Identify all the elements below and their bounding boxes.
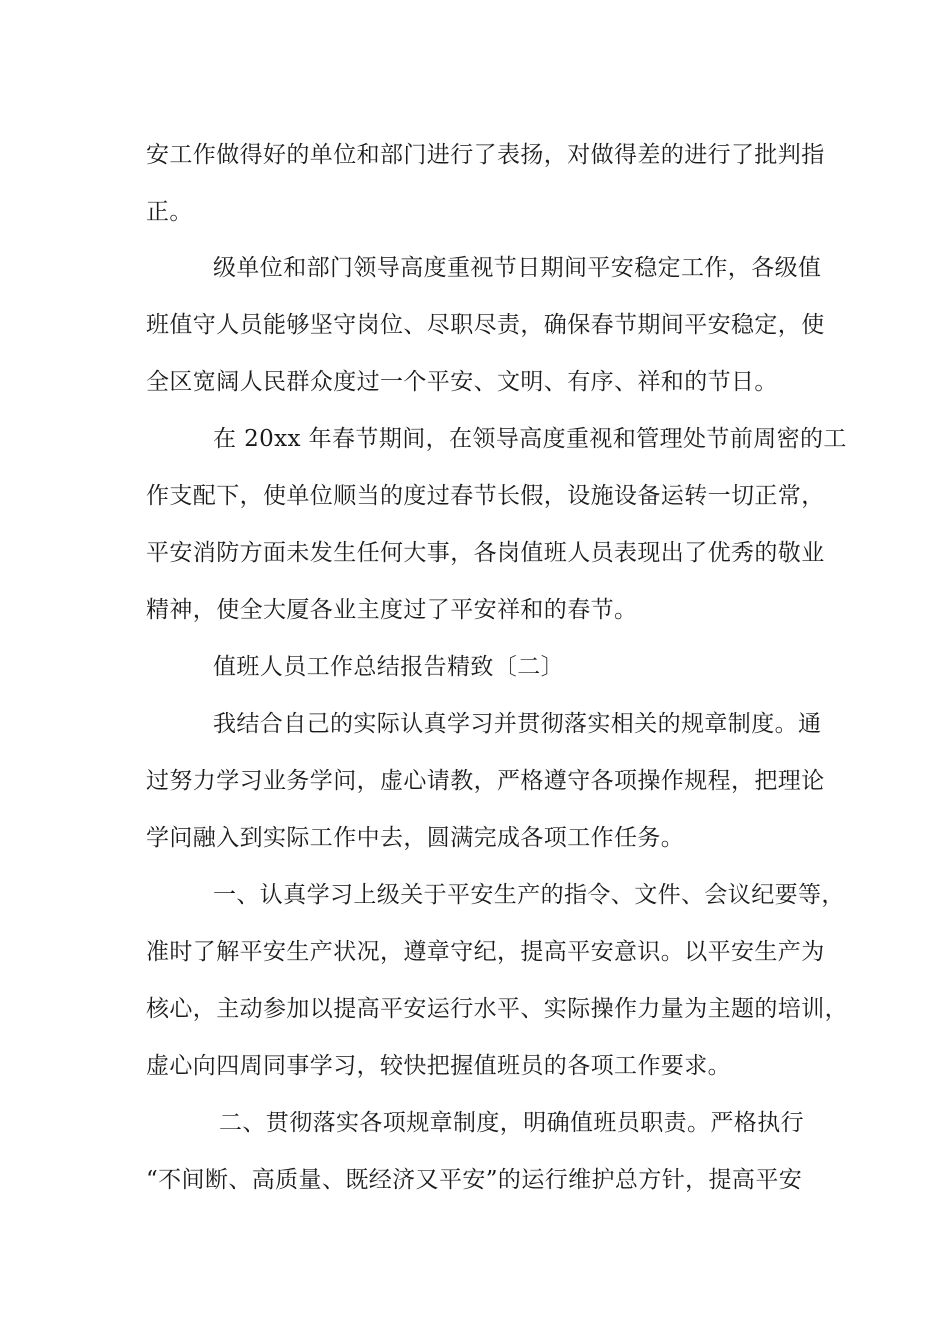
text-line: 全区宽阔人民群众度过一个平安、文明、有序、祥和的节日。: [146, 369, 778, 395]
text-line: 准时了解平安生产状况，遵章守纪，提高平安意识。以平安生产为: [146, 939, 825, 965]
text-line: 安工作做得好的单位和部门进行了表扬，对做得差的进行了批判指: [146, 142, 825, 168]
text-line: 班值守人员能够坚守岗位、尽职尽责，确保春节期间平安稳定，使: [146, 312, 825, 338]
text-line: 精神，使全大厦各业主度过了平安祥和的春节。: [146, 597, 638, 623]
text-line: 平安消防方面未发生任何大事，各岗值班人员表现出了优秀的敬业: [146, 540, 825, 566]
text-line: 核心，主动参加以提高平安运行水平、实际操作力量为主题的培训，: [146, 996, 848, 1022]
text-line: 学问融入到实际工作中去，圆满完成各项工作任务。: [146, 825, 685, 851]
paragraph-start-line: 我结合自己的实际认真学习并贯彻落实相关的规章制度。通: [213, 711, 822, 737]
text-line: 正。: [146, 199, 193, 225]
text-line: 过努力学习业务学问，虚心请教，严格遵守各项操作规程，把理论: [146, 768, 825, 794]
paragraph-start-line: 二、贯彻落实各项规章制度，明确值班员职责。严格执行: [219, 1110, 804, 1136]
section-heading: 值班人员工作总结报告精致〔二〕: [213, 654, 564, 680]
text-line: 作支配下，使单位顺当的度过春节长假，设施设备运转一切正常，: [146, 483, 825, 509]
paragraph-start-line: 一、认真学习上级关于平安生产的指令、文件、会议纪要等，: [213, 882, 845, 908]
text-line: 虚心向四周同事学习，较快把握值班员的各项工作要求。: [146, 1053, 731, 1079]
paragraph-start-line: 在 20xx 年春节期间，在领导高度重视和管理处节前周密的工: [213, 426, 847, 452]
paragraph-start-line: 级单位和部门领导高度重视节日期间平安稳定工作，各级值: [213, 255, 822, 281]
text-line: “不间断、高质量、既经济又平安”的运行维护总方针，提高平安: [146, 1167, 803, 1193]
